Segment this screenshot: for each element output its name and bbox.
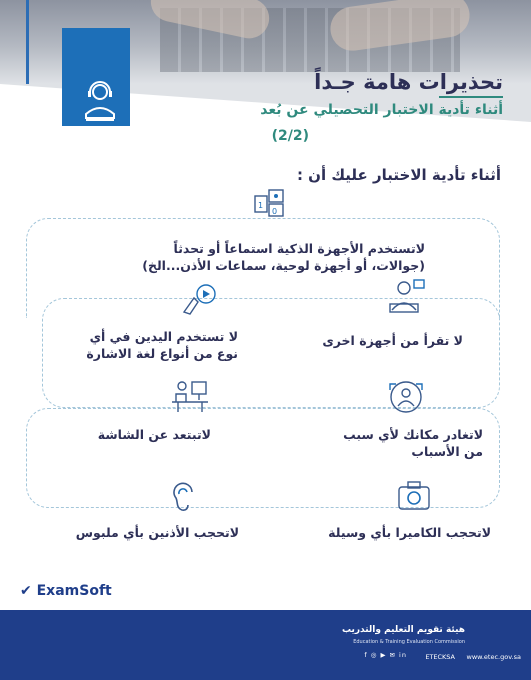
rule-leave-place-line2: من الأسباب — [411, 444, 483, 459]
rule-other-devices: لا تقرأ من أجهزة اخرى — [322, 333, 463, 348]
footer-bar — [0, 610, 531, 680]
social-icons[interactable]: f ◎ ▶ ✉ in — [364, 651, 407, 659]
rule-sign-language-line2: نوع من أنواع لغة الاشارة — [86, 346, 238, 361]
page-title: تحذيرات هامة جـداً — [314, 70, 503, 94]
ear-icon — [170, 478, 200, 514]
website-link[interactable]: www.etec.gov.sa — [466, 653, 521, 661]
desk-computer-icon — [170, 376, 210, 416]
rule-camera: لاتحجب الكاميرا بأي وسيلة — [328, 525, 491, 540]
section-heading: أثناء تأدية الاختبار عليك أن : — [296, 166, 501, 184]
rule-leave-place — [323, 426, 483, 460]
brand-name: ExamSoft — [36, 583, 112, 599]
rule-sign-language-line1: لا تستخدم اليدين في أي — [89, 329, 238, 344]
accent-bar — [26, 0, 29, 84]
rule-leave-place-line1: لاتغادر مكانك لأي سبب — [343, 427, 483, 442]
smart-devices-icon — [251, 186, 289, 222]
page-subtitle: أثناء تأدية الاختبار التحصيلي عن بُعد — [260, 102, 503, 118]
examsoft-mark-icon: ✔ — [20, 583, 32, 599]
examsoft-logo — [20, 583, 112, 599]
rule-devices-line1: لاتستخدم الأجهزة الذكية استماعاً أو تحدثاً — [173, 241, 425, 256]
rule-ears: لاتحجب الأذنين بأي ملبوس — [75, 525, 239, 540]
rule-sign-language — [58, 328, 238, 362]
person-camera-icon — [386, 378, 426, 416]
camera-icon — [396, 478, 432, 514]
org-name-en: Education & Training Evaluation Commission — [353, 639, 465, 645]
social-handle[interactable]: ETECKSA — [425, 653, 455, 661]
rule-devices-line2: (جوالات، أو أجهزة لوحية، سماعات الأذن...الخ) — [142, 258, 425, 273]
org-name-ar: هيئة تقويم التعليم والتدريب — [341, 625, 465, 635]
rule-devices — [95, 240, 425, 274]
rule-away-screen: لاتبتعد عن الشاشة — [97, 427, 211, 442]
reading-device-icon — [386, 276, 428, 316]
hand-gesture-icon — [178, 282, 218, 320]
svg-text:1: 1 — [258, 201, 264, 210]
title-underline — [439, 96, 503, 98]
headset-person-icon — [82, 80, 118, 128]
page-indicator: (2/2) — [271, 128, 309, 144]
svg-text:0: 0 — [272, 207, 278, 216]
